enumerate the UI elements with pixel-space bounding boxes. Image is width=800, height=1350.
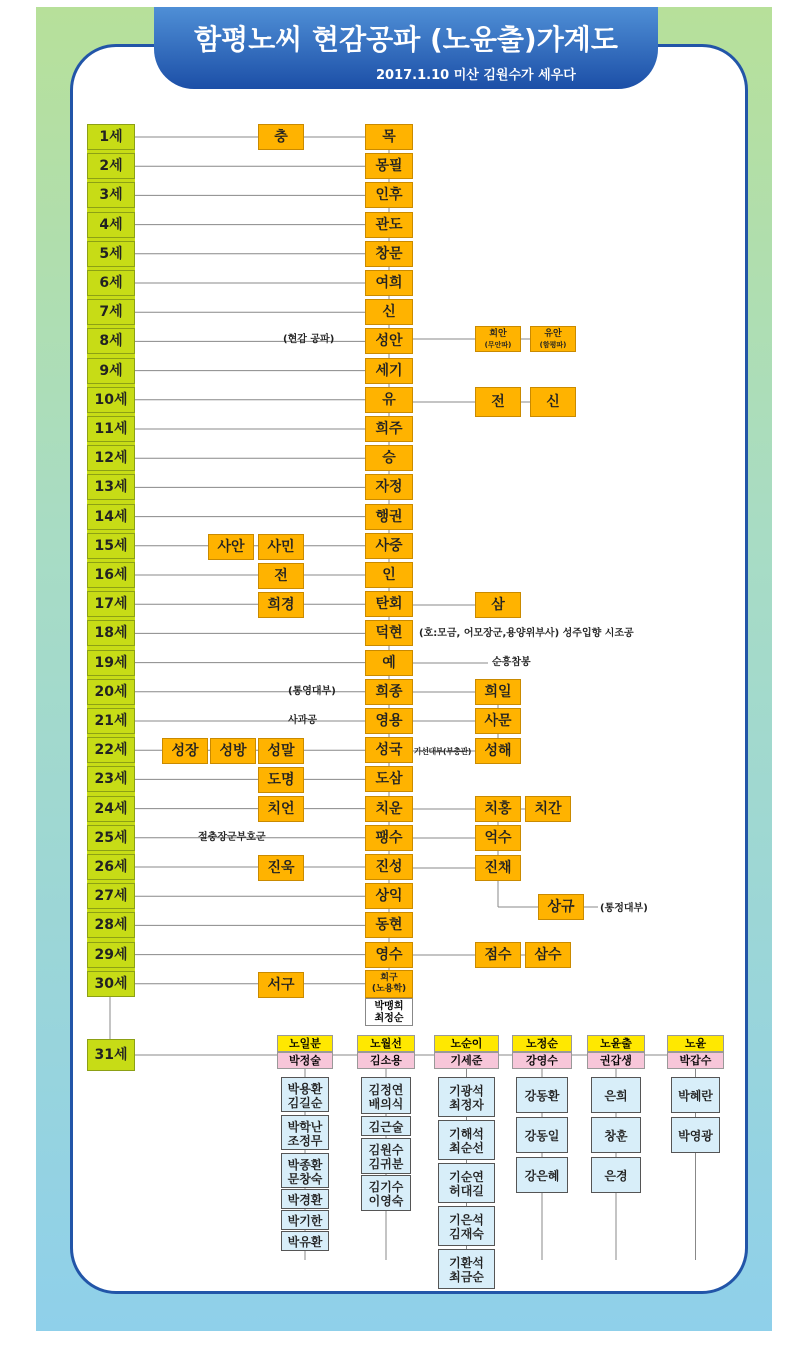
note-gen27: (통정대부) xyxy=(600,903,648,914)
generation-label: 19세 xyxy=(87,650,135,676)
ancestor-box: 성국 xyxy=(365,737,413,763)
grandchild-name: 문창숙 xyxy=(287,1171,323,1186)
grandchild-name: 최순선 xyxy=(449,1141,484,1155)
branch-gen29-right-a: 점수 xyxy=(475,942,521,968)
branch-gen15-b: 사민 xyxy=(258,534,304,560)
generation-label: 11세 xyxy=(87,416,135,442)
ancestor-box: 희종 xyxy=(365,679,413,705)
grandchild-name: 김길순 xyxy=(287,1095,323,1110)
generation-label: 27세 xyxy=(87,883,135,909)
branch-gen10-b: 신 xyxy=(530,387,576,417)
grandchild-name: 박유환 xyxy=(287,1235,323,1249)
child-name: 노순이 xyxy=(434,1035,499,1052)
grandchild-name: 박기한 xyxy=(287,1214,323,1228)
branch-gen8-b: 유안 (함평파) xyxy=(530,326,576,352)
child-name: 노일분 xyxy=(277,1035,333,1052)
grandchild-box xyxy=(438,1249,495,1289)
child-spouse: 권갑생 xyxy=(587,1052,645,1069)
ancestor-box: 상익 xyxy=(365,883,413,909)
grandchild-name: 기환석 xyxy=(449,1256,484,1270)
branch-gen22-right: 성해 xyxy=(475,738,521,764)
gen30-spouse-box xyxy=(365,998,413,1026)
generation-label: 25세 xyxy=(87,825,135,851)
ancestor-box: 신 xyxy=(365,299,413,325)
grandchild-name: 기은석 xyxy=(449,1213,484,1227)
grandchild-name: 최금순 xyxy=(449,1270,484,1284)
branch-gen17-right: 삼 xyxy=(475,592,521,618)
grandchild-name: 강동일 xyxy=(524,1129,560,1143)
branch-gen24-right-a: 치홍 xyxy=(475,796,521,822)
generation-label: 15세 xyxy=(87,533,135,559)
grandchild-name: 박영광 xyxy=(678,1129,713,1143)
generation-label: 16세 xyxy=(87,562,135,588)
generation-label: 20세 xyxy=(87,679,135,705)
grandchild-box xyxy=(361,1116,411,1136)
ancestor-box: 치운 xyxy=(365,796,413,822)
page-subtitle: 2017.1.10 미산 김원수가 세우다 xyxy=(376,68,576,83)
grandchild-box xyxy=(516,1077,568,1113)
note-gen8: (현감 공파) xyxy=(283,334,335,345)
grandchild-box xyxy=(361,1138,411,1174)
child-name: 노월선 xyxy=(357,1035,415,1052)
branch-gen1: 충 xyxy=(258,124,304,150)
note-gen20: (통영대부) xyxy=(288,686,336,697)
grandchild-box xyxy=(361,1077,411,1114)
generation-label: 23세 xyxy=(87,766,135,792)
grandchild-name: 기광석 xyxy=(449,1084,484,1098)
grandchild-box xyxy=(438,1120,495,1160)
branch-gen22-a: 성장 xyxy=(162,738,208,764)
child-name: 노윤출 xyxy=(587,1035,645,1052)
ancestor-box: 덕현 xyxy=(365,620,413,646)
gen30-main-box xyxy=(365,970,413,998)
branch-gen8-a: 희안 (무안파) xyxy=(475,326,521,352)
grandchild-name: 이영숙 xyxy=(368,1194,404,1208)
grandchild-name: 허대길 xyxy=(449,1184,484,1198)
grandchild-name: 기해석 xyxy=(449,1127,484,1141)
ancestor-box: 진성 xyxy=(365,854,413,880)
grandchild-name: 강동환 xyxy=(524,1089,560,1103)
note-gen22: 가선대부(부총관) xyxy=(414,747,471,756)
generation-label: 13세 xyxy=(87,474,135,500)
ancestor-box: 세기 xyxy=(365,358,413,384)
branch-gen30: 서구 xyxy=(258,972,304,998)
ancestor-box: 행권 xyxy=(365,504,413,530)
generation-label: 1세 xyxy=(87,124,135,150)
grandchild-name: 박혜란 xyxy=(678,1089,713,1103)
generation-label: 18세 xyxy=(87,620,135,646)
branch-gen26-right: 진채 xyxy=(475,855,521,881)
generation-label: 12세 xyxy=(87,445,135,471)
note-gen21: 사과공 xyxy=(288,715,317,726)
ancestor-box: 영수 xyxy=(365,942,413,968)
ancestor-box: 목 xyxy=(365,124,413,150)
grandchild-name: 창훈 xyxy=(604,1129,628,1143)
branch-gen10-a: 전 xyxy=(475,387,521,417)
page-title: 함평노씨 현감공파 (노윤출)가계도 xyxy=(194,23,618,56)
generation-label: 28세 xyxy=(87,912,135,938)
ancestor-box: 탄회 xyxy=(365,591,413,617)
generation-label: 26세 xyxy=(87,854,135,880)
child-spouse: 박정술 xyxy=(277,1052,333,1069)
grandchild-name: 김근술 xyxy=(368,1120,404,1134)
ancestor-box: 관도 xyxy=(365,212,413,238)
note-gen25: 절충장군부호군 xyxy=(198,832,266,843)
grandchild-box xyxy=(361,1175,411,1211)
generation-label: 3세 xyxy=(87,182,135,208)
ancestor-box: 동현 xyxy=(365,912,413,938)
grandchild-name: 배의식 xyxy=(368,1096,404,1111)
grandchild-name: 은경 xyxy=(604,1169,628,1183)
grandchild-name: 은희 xyxy=(604,1089,628,1103)
generation-label: 4세 xyxy=(87,212,135,238)
branch-gen20-right: 희일 xyxy=(475,679,521,705)
child-spouse: 강영수 xyxy=(512,1052,572,1069)
grandchild-name: 김재숙 xyxy=(449,1227,484,1241)
grandchild-box xyxy=(281,1115,329,1150)
generation-label: 21세 xyxy=(87,708,135,734)
gen30-main-alias: (노용학) xyxy=(371,984,407,994)
grandchild-name: 김기수 xyxy=(368,1180,404,1194)
ancestor-box: 유 xyxy=(365,387,413,413)
branch-gen23: 도명 xyxy=(258,767,304,793)
grandchild-name: 김원수 xyxy=(368,1143,404,1157)
gen30-spouse-1: 박맹희 xyxy=(374,1001,404,1012)
branch-gen26: 진욱 xyxy=(258,855,304,881)
grandchild-box xyxy=(591,1157,641,1193)
branch-gen24-right-b: 치간 xyxy=(525,796,571,822)
gen30-spouse-2: 최정순 xyxy=(374,1013,404,1024)
generation-label: 8세 xyxy=(87,328,135,354)
ancestor-box: 영용 xyxy=(365,708,413,734)
generation-label: 22세 xyxy=(87,737,135,763)
branch-gen24: 치언 xyxy=(258,796,304,822)
grandchild-name: 박학난 xyxy=(287,1119,323,1134)
grandchild-box xyxy=(281,1231,329,1251)
note-gen18: (호:모금, 어모장군,용양위부사) 성주입향 시조공 xyxy=(419,628,634,639)
grandchild-name: 박종환 xyxy=(287,1157,323,1172)
branch-gen22-c: 성말 xyxy=(258,738,304,764)
generation-label: 5세 xyxy=(87,241,135,267)
gen30-main-name: 희구 xyxy=(380,973,398,983)
branch-gen16: 전 xyxy=(258,563,304,589)
generation-label: 10세 xyxy=(87,387,135,413)
generation-label: 14세 xyxy=(87,504,135,530)
child-name: 노윤 xyxy=(667,1035,724,1052)
child-spouse: 김소용 xyxy=(357,1052,415,1069)
grandchild-box xyxy=(671,1077,720,1113)
generation-label: 24세 xyxy=(87,796,135,822)
grandchild-name: 박용환 xyxy=(287,1081,323,1096)
branch-gen29-right-b: 삼수 xyxy=(525,942,571,968)
grandchild-name: 최정자 xyxy=(449,1098,484,1112)
grandchild-name: 기순연 xyxy=(449,1170,484,1184)
grandchild-box xyxy=(281,1077,329,1112)
branch-gen21-right: 사문 xyxy=(475,708,521,734)
grandchild-box xyxy=(516,1117,568,1153)
generation-label: 7세 xyxy=(87,299,135,325)
grandchild-box xyxy=(516,1157,568,1193)
generation-label: 6세 xyxy=(87,270,135,296)
child-spouse: 박갑수 xyxy=(667,1052,724,1069)
grandchild-name: 박경환 xyxy=(287,1193,323,1207)
branch-gen22-b: 성방 xyxy=(210,738,256,764)
ancestor-box: 희주 xyxy=(365,416,413,442)
grandchild-box xyxy=(281,1153,329,1188)
generation-label: 31세 xyxy=(87,1039,135,1071)
grandchild-box xyxy=(591,1077,641,1113)
grandchild-name: 조정무 xyxy=(287,1133,323,1148)
branch-gen25-right: 억수 xyxy=(475,825,521,851)
grandchild-box xyxy=(591,1117,641,1153)
generation-label: 2세 xyxy=(87,153,135,179)
ancestor-box: 인후 xyxy=(365,182,413,208)
ancestor-box: 자정 xyxy=(365,474,413,500)
ancestor-box: 인 xyxy=(365,562,413,588)
ancestor-box: 도삼 xyxy=(365,766,413,792)
ancestor-box: 예 xyxy=(365,650,413,676)
grandchild-box xyxy=(281,1189,329,1209)
generation-label: 29세 xyxy=(87,942,135,968)
grandchild-box xyxy=(438,1077,495,1117)
ancestor-box: 몽필 xyxy=(365,153,413,179)
grandchild-name: 김귀분 xyxy=(368,1157,404,1171)
grandchild-box xyxy=(281,1210,329,1230)
generation-label: 9세 xyxy=(87,358,135,384)
child-name: 노정순 xyxy=(512,1035,572,1052)
branch-gen15-a: 사안 xyxy=(208,534,254,560)
ancestor-box: 사중 xyxy=(365,533,413,559)
grandchild-name: 강은혜 xyxy=(524,1169,560,1183)
grandchild-box xyxy=(671,1117,720,1153)
ancestor-box: 승 xyxy=(365,445,413,471)
note-gen19: 순흥참봉 xyxy=(492,657,531,668)
generation-label: 30세 xyxy=(87,971,135,997)
ancestor-box: 창문 xyxy=(365,241,413,267)
grandchild-box xyxy=(438,1206,495,1246)
branch-gen27-right: 상규 xyxy=(538,894,584,920)
generation-label: 17세 xyxy=(87,591,135,617)
grandchild-name: 김정연 xyxy=(368,1082,404,1097)
ancestor-box: 성안 xyxy=(365,328,413,354)
branch-gen17: 희경 xyxy=(258,592,304,618)
grandchild-box xyxy=(438,1163,495,1203)
ancestor-box: 팽수 xyxy=(365,825,413,851)
ancestor-box: 여희 xyxy=(365,270,413,296)
child-spouse: 기세준 xyxy=(434,1052,499,1069)
